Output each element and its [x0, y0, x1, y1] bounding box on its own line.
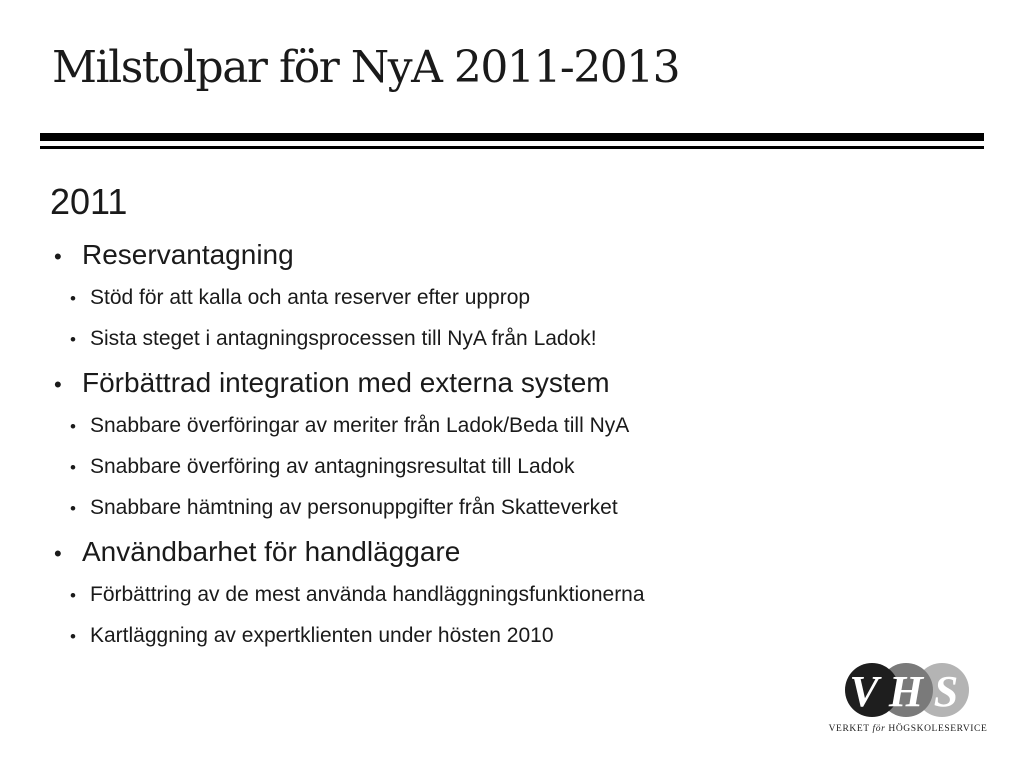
slide-body — [50, 176, 980, 657]
sub-bullet-item — [50, 575, 980, 616]
bullet-item — [50, 531, 980, 575]
sub-bullet-item — [50, 319, 980, 360]
sub-bullet-dot: • — [70, 330, 76, 349]
sub-bullet-text: Snabbare överföring av antagningsresultat till Ladok — [90, 455, 575, 478]
sub-bullet-text: Stöd för att kalla och anta reserver efter upprop — [90, 286, 531, 309]
bullet-group-anvandbarhet — [50, 531, 980, 657]
logo-letter: V — [849, 667, 879, 716]
logo-caption-right: HÖGSKOLESERVICE — [888, 724, 988, 734]
sub-bullet-item — [50, 278, 980, 319]
bullet-group-reservantagning — [50, 234, 980, 360]
sub-bullet-item — [50, 447, 980, 488]
sub-bullet-dot: • — [70, 627, 76, 646]
sub-bullet-text: Kartläggning av expertklienten under hösten 2010 — [90, 624, 554, 647]
sub-bullet-dot: • — [70, 289, 76, 308]
sub-bullet-dot: • — [70, 586, 76, 605]
sub-bullet-dot: • — [70, 499, 76, 518]
bullet-dot: • — [54, 372, 62, 397]
logo-caption — [826, 724, 990, 734]
logo-caption-left: VERKET — [828, 724, 870, 734]
logo-letter: H — [888, 667, 924, 716]
logo-letter: S — [933, 667, 959, 716]
bullet-group-integration — [50, 362, 980, 529]
sub-bullet-text: Snabbare överföringar av meriter från Ladok/Beda till NyA — [90, 414, 630, 437]
sub-bullet-item — [50, 406, 980, 447]
bullet-item — [50, 362, 980, 406]
year-heading: 2011 — [50, 181, 128, 222]
bullet-heading: Reservantagning — [82, 239, 294, 270]
logo-caption-mid: för — [872, 724, 886, 734]
sub-bullet-item — [50, 616, 980, 657]
vhs-logo-mark — [826, 660, 990, 722]
bullet-heading: Användbarhet för handläggare — [82, 536, 461, 567]
title-divider-thin — [40, 146, 984, 149]
sub-bullet-dot: • — [70, 417, 76, 436]
sub-bullet-text: Sista steget i antagningsprocessen till NyA från Ladok! — [90, 327, 597, 350]
bullet-dot: • — [54, 244, 62, 269]
sub-bullet-dot: • — [70, 458, 76, 477]
bullet-item — [50, 234, 980, 278]
vhs-logo — [826, 660, 990, 740]
bullet-heading: Förbättrad integration med externa system — [82, 367, 610, 398]
bullet-dot: • — [54, 541, 62, 566]
sub-bullet-item — [50, 488, 980, 529]
slide-title: Milstolpar för NyA 2011-2013 — [52, 42, 680, 93]
title-divider-thick — [40, 133, 984, 141]
sub-bullet-text: Snabbare hämtning av personuppgifter från Skatteverket — [90, 496, 618, 519]
sub-bullet-text: Förbättring av de mest använda handläggningsfunktionerna — [90, 583, 645, 606]
